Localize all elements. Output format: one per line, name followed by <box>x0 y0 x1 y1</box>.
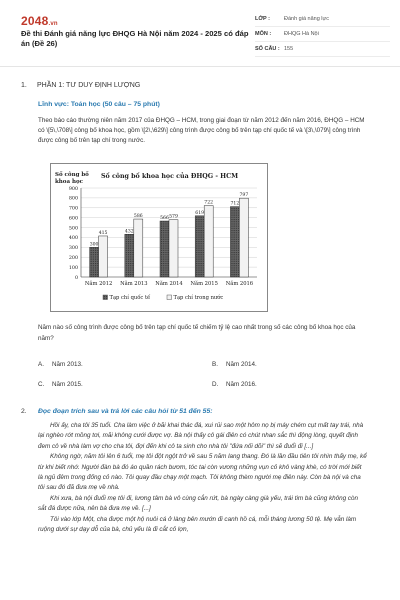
bar-international <box>125 234 134 277</box>
site-logo[interactable] <box>21 14 58 28</box>
option-text: Năm 2014. <box>226 361 257 368</box>
question-number: 2. <box>21 408 27 415</box>
data-label: 712 <box>230 201 240 207</box>
meta-value: 155 <box>284 46 294 52</box>
legend-label: Tạp chí trong nước <box>173 295 224 301</box>
x-tick-label: Năm 2013 <box>120 281 148 287</box>
bar-domestic <box>99 236 108 277</box>
meta-value: ĐHQG Hà Nội <box>284 31 319 37</box>
y-tick-label: 400 <box>68 236 78 242</box>
data-label: 579 <box>169 214 178 220</box>
section-heading <box>21 82 140 89</box>
option-d[interactable] <box>212 381 257 388</box>
option-a[interactable] <box>38 361 83 368</box>
bar-domestic <box>239 198 248 277</box>
x-tick-label: Năm 2012 <box>84 281 113 287</box>
passage-paragraph: Hồi ấy, cha tôi 35 tuổi. Cha làm việc ở bãi khai thác đá, xui rủi sao một hôm nọ bị máy chém cụt mất tay trái, nhà lại nghèo rớt mồng tơi, mãi không cưới được vợ. Bà nội thấy cô gái điên có chút nhan sắc thì động lòng, quyết định đem cô về nhà làm vợ cho cha tôi, đợi đến khi cô ta sinh cho nhà tôi "đứa nối dõi" thì sẽ đuổi đi [...] <box>38 422 364 450</box>
option-label: A. <box>38 361 44 368</box>
bar-chart <box>50 163 268 312</box>
question-number: 1. <box>21 82 27 89</box>
option-label: B. <box>212 361 218 368</box>
option-text: Năm 2015. <box>52 381 83 388</box>
passage-paragraph: Tôi vào lớp Một, cha được một hộ nuôi cá ở làng bên mướn đi canh hồ cá, mỗi tháng lương 50 tệ. Mẹ vẫn làm ruộng dưới sự dạy dỗ của bà, chủ yếu là đi cắt cỏ lợn, <box>38 515 357 534</box>
data-label: 432 <box>124 229 134 235</box>
legend-swatch <box>103 295 108 300</box>
document-title: Đề thi Đánh giá năng lực ĐHQG Hà Nội năm 2024 - 2025 có đáp án (Đề 26) <box>21 29 249 48</box>
meta-row-subject <box>255 27 390 42</box>
chart-svg <box>51 164 267 311</box>
x-tick-label: Năm 2016 <box>225 281 254 287</box>
y-tick-label: 200 <box>68 256 78 262</box>
data-label: 797 <box>239 193 249 199</box>
chart-title: Số công bố khoa học của ĐHQG - HCM <box>101 173 239 180</box>
x-tick-label: Năm 2015 <box>190 281 218 287</box>
data-label: 415 <box>98 230 108 236</box>
y-tick-label: 500 <box>68 226 78 232</box>
option-text: Năm 2013. <box>52 361 83 368</box>
data-label: 586 <box>133 214 143 220</box>
y-tick-label: 800 <box>68 196 78 202</box>
data-label: 722 <box>204 200 214 206</box>
y-tick-label: 0 <box>74 275 78 281</box>
option-label: D. <box>212 381 219 388</box>
y-tick-label: 100 <box>68 265 78 271</box>
option-text: Năm 2016. <box>226 381 257 388</box>
meta-key: MÔN : <box>255 31 272 37</box>
y-tick-label: 300 <box>68 246 78 252</box>
bar-domestic <box>169 220 178 277</box>
page-header <box>0 0 400 67</box>
data-label: 619 <box>195 210 205 216</box>
y-tick-label: 600 <box>68 216 78 222</box>
bar-domestic <box>204 206 213 277</box>
passage-paragraph: Không ngờ, năm tôi lên 6 tuổi, mẹ tôi đột ngột trở về sau 5 năm lang thang. Đó là lần đầu tiên tôi nhìn thấy mẹ, kể từ khi biết nhớ. Người đàn bà đó áo quần rách bươm, tóc tai còn vương những vụn cỏ khô vàng khè, có trời mới biết là ngủ đêm trong đống cỏ nào. Tôi quay đầu chạy một mạch. Tôi không thèm người mẹ điên này. Còn bà nội và cha tôi sau đó đã đưa mẹ về nhà. <box>38 453 367 492</box>
legend-swatch <box>167 295 172 300</box>
meta-table <box>255 12 390 57</box>
meta-key: LỚP : <box>255 16 270 22</box>
logo-text: 2048 <box>21 14 49 28</box>
meta-value: Đánh giá năng lực <box>284 16 329 22</box>
meta-row-count <box>255 42 390 57</box>
option-b[interactable] <box>212 361 257 368</box>
bar-domestic <box>134 219 143 277</box>
question-text: Năm nào số công trình được công bố trên tạp chí quốc tế chiếm tỷ lệ cao nhất trong số các công bố khoa học của năm? <box>38 324 356 342</box>
y-tick-label: 700 <box>68 206 78 212</box>
bar-international <box>90 247 99 277</box>
x-tick-label: Năm 2014 <box>155 281 183 287</box>
option-c[interactable] <box>38 381 83 388</box>
data-label: 566 <box>160 216 169 222</box>
section-title: PHẦN 1: TƯ DUY ĐỊNH LƯỢNG <box>37 82 141 89</box>
data-label: 300 <box>89 242 99 248</box>
meta-row-class <box>255 12 390 27</box>
passage-paragraph: Khi xưa, bà nội đuổi mẹ tôi đi, lương tâm bà vô cùng cắn rứt, bà ngày càng già yếu, trái tim bà cũng không còn sắt đá được nữa, nên bà đưa mẹ về. [...] <box>38 494 359 513</box>
y-axis-label: Số công bố <box>55 172 89 178</box>
reading-passage <box>38 421 368 535</box>
option-label: C. <box>38 381 45 388</box>
meta-key: SỐ CÂU : <box>255 46 280 52</box>
bar-international <box>195 216 204 277</box>
question2-title: Đọc đoạn trích sau và trả lời các câu hỏi từ 51 đến 55: <box>38 408 213 415</box>
y-tick-label: 900 <box>68 186 78 192</box>
bar-international <box>160 221 169 277</box>
subject-line: Lĩnh vực: Toán học (50 câu – 75 phút) <box>38 101 160 108</box>
legend-label: Tạp chí quốc tế <box>109 295 151 301</box>
y-axis-label: khoa học <box>55 179 83 185</box>
intro-paragraph: Theo báo cáo thường niên năm 2017 của ĐHQG – HCM, trong giai đoạn từ năm 2012 đến năm 2016, ĐHQG – HCM có \[5\,\708\] công bố khoa học, gồm \[2\,\629\] công trình được công bố trên tạp chí quốc tế và \[3\,\079\] công trình được công bố trên tạp chí trong nước. <box>38 117 365 144</box>
bar-international <box>230 207 239 277</box>
logo-tld: .vn <box>48 21 58 27</box>
